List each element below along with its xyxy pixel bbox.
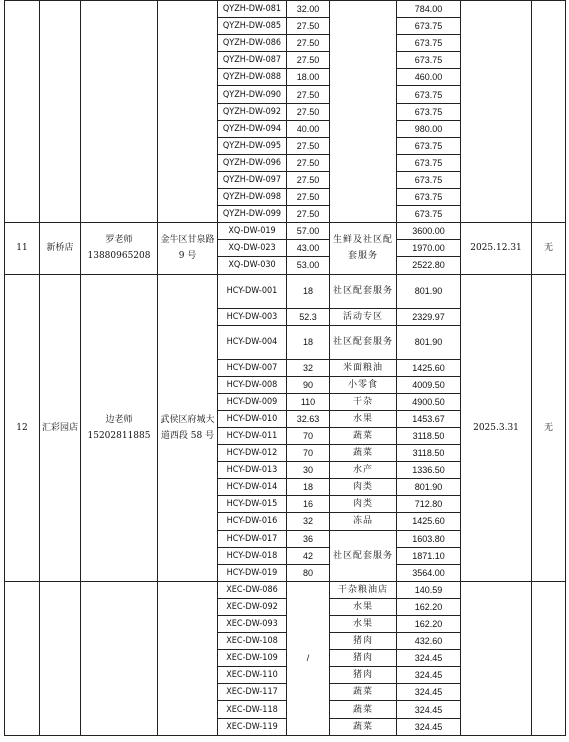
unit-rent: 980.00 — [397, 120, 461, 137]
unit-code: HCY-DW-014 — [218, 479, 287, 496]
store-address: 金牛区甘泉路 9 号 — [158, 223, 218, 274]
cont-addr-cell — [158, 1, 218, 223]
unit-rent: 324.45 — [397, 718, 461, 735]
unit-area: 27.50 — [287, 18, 330, 35]
table-row — [5, 1, 566, 18]
unit-rent: 1871.10 — [397, 547, 461, 564]
unit-code: HCY-DW-008 — [218, 376, 287, 393]
g13-note-cell — [532, 581, 566, 735]
unit-code: HCY-DW-012 — [218, 445, 287, 462]
unit-rent: 784.00 — [397, 1, 461, 18]
unit-code: XEC-DW-119 — [218, 718, 287, 735]
business-type: 活动专区 — [330, 308, 397, 325]
business-type: 水果 — [330, 410, 397, 427]
table-row — [5, 274, 566, 308]
remark: 无 — [532, 274, 566, 581]
business-type: 水果 — [330, 616, 397, 633]
unit-code: HCY-DW-007 — [218, 359, 287, 376]
unit-code: QYZH-DW-092 — [218, 103, 287, 120]
unit-rent: 1453.67 — [397, 410, 461, 427]
unit-rent: 3118.50 — [397, 427, 461, 444]
unit-rent: 801.90 — [397, 479, 461, 496]
unit-area: 52.3 — [287, 308, 330, 325]
business-type: 生鲜及社区配套服务 — [330, 223, 397, 274]
unit-area: 18 — [287, 325, 330, 359]
unit-area: 32 — [287, 513, 330, 530]
unit-rent: 801.90 — [397, 274, 461, 308]
table-row — [5, 223, 566, 240]
unit-code: HCY-DW-018 — [218, 547, 287, 564]
g13-addr-cell — [158, 581, 218, 735]
expiry-date: 2025.12.31 — [461, 223, 532, 274]
unit-rent: 673.75 — [397, 171, 461, 188]
unit-code: HCY-DW-016 — [218, 513, 287, 530]
business-type: 米面粮油 — [330, 359, 397, 376]
unit-code: XEC-DW-117 — [218, 684, 287, 701]
unit-code: QYZH-DW-085 — [218, 18, 287, 35]
unit-code: HCY-DW-001 — [218, 274, 287, 308]
unit-rent: 1425.60 — [397, 359, 461, 376]
unit-code: QYZH-DW-087 — [218, 52, 287, 69]
g13-date-cell — [461, 581, 532, 735]
unit-code: QYZH-DW-097 — [218, 171, 287, 188]
unit-area: / — [287, 581, 330, 735]
cont-date-cell — [461, 1, 532, 223]
cont-contact-cell — [81, 1, 158, 223]
unit-code: QYZH-DW-096 — [218, 154, 287, 171]
business-type: 猪肉 — [330, 667, 397, 684]
contact-cell — [81, 223, 158, 274]
unit-rent: 3118.50 — [397, 445, 461, 462]
unit-code: XEC-DW-109 — [218, 650, 287, 667]
business-type: 肉类 — [330, 496, 397, 513]
unit-rent: 4900.50 — [397, 393, 461, 410]
business-type: 肉类 — [330, 479, 397, 496]
business-type: 蔬菜 — [330, 701, 397, 718]
table-body — [5, 1, 566, 736]
unit-rent: 324.45 — [397, 684, 461, 701]
business-type: 水产 — [330, 462, 397, 479]
unit-code: XQ-DW-019 — [218, 223, 287, 240]
unit-rent: 1336.50 — [397, 462, 461, 479]
unit-code: XEC-DW-093 — [218, 616, 287, 633]
unit-area: 57.00 — [287, 223, 330, 240]
g13-store-cell — [40, 581, 81, 735]
business-type: 蔬菜 — [330, 718, 397, 735]
unit-rent: 801.90 — [397, 325, 461, 359]
cont-idx-cell — [5, 1, 40, 223]
business-type: 冻品 — [330, 513, 397, 530]
unit-rent: 460.00 — [397, 69, 461, 86]
unit-rent: 2522.80 — [397, 257, 461, 274]
unit-code: XQ-DW-030 — [218, 257, 287, 274]
rental-table — [4, 0, 566, 736]
business-type: 社区配套服务 — [330, 274, 397, 308]
unit-area: 18 — [287, 479, 330, 496]
unit-rent: 673.75 — [397, 86, 461, 103]
unit-code: QYZH-DW-086 — [218, 35, 287, 52]
unit-code: QYZH-DW-094 — [218, 120, 287, 137]
unit-rent: 673.75 — [397, 52, 461, 69]
unit-rent: 324.45 — [397, 701, 461, 718]
unit-rent: 432.60 — [397, 633, 461, 650]
store-name: 新桥店 — [40, 223, 81, 274]
store-name: 汇彩园店 — [40, 274, 81, 581]
unit-area: 110 — [287, 393, 330, 410]
unit-rent: 1603.80 — [397, 530, 461, 547]
contact-cell — [81, 274, 158, 581]
unit-rent: 324.45 — [397, 667, 461, 684]
unit-rent: 4009.50 — [397, 376, 461, 393]
unit-rent: 673.75 — [397, 35, 461, 52]
unit-area: 42 — [287, 547, 330, 564]
unit-rent: 3600.00 — [397, 223, 461, 240]
g13-idx-cell — [5, 581, 40, 735]
unit-code: HCY-DW-017 — [218, 530, 287, 547]
unit-area: 18 — [287, 274, 330, 308]
unit-code: XEC-DW-118 — [218, 701, 287, 718]
unit-code: HCY-DW-004 — [218, 325, 287, 359]
unit-rent: 673.75 — [397, 154, 461, 171]
unit-area: 32.00 — [287, 1, 330, 18]
business-type: 干杂粮油店 — [330, 581, 397, 598]
unit-rent: 140.59 — [397, 581, 461, 598]
unit-area: 27.50 — [287, 86, 330, 103]
unit-area: 27.50 — [287, 52, 330, 69]
contact-phone: 13880965208 — [87, 251, 151, 262]
unit-area: 18.00 — [287, 69, 330, 86]
unit-code: QYZH-DW-098 — [218, 189, 287, 206]
unit-code: HCY-DW-010 — [218, 410, 287, 427]
unit-code: HCY-DW-009 — [218, 393, 287, 410]
unit-area: 27.50 — [287, 189, 330, 206]
unit-code: HCY-DW-011 — [218, 427, 287, 444]
unit-area: 16 — [287, 496, 330, 513]
unit-code: XEC-DW-108 — [218, 633, 287, 650]
unit-area: 90 — [287, 376, 330, 393]
unit-code: QYZH-DW-081 — [218, 1, 287, 18]
unit-rent: 162.20 — [397, 598, 461, 615]
business-type: 猪肉 — [330, 633, 397, 650]
business-type: 水果 — [330, 598, 397, 615]
unit-code: HCY-DW-013 — [218, 462, 287, 479]
unit-code: QYZH-DW-088 — [218, 69, 287, 86]
contact-name: 边老师 — [105, 414, 133, 425]
unit-area: 70 — [287, 427, 330, 444]
cont-store-cell — [40, 1, 81, 223]
unit-area: 40.00 — [287, 120, 330, 137]
unit-code: XEC-DW-110 — [218, 667, 287, 684]
business-type: 猪肉 — [330, 650, 397, 667]
unit-area: 27.50 — [287, 206, 330, 223]
unit-rent: 673.75 — [397, 103, 461, 120]
unit-rent: 673.75 — [397, 189, 461, 206]
unit-area: 53.00 — [287, 257, 330, 274]
unit-rent: 162.20 — [397, 616, 461, 633]
business-type: 社区配套服务 — [330, 530, 397, 581]
unit-rent: 673.75 — [397, 18, 461, 35]
unit-rent: 2329.97 — [397, 308, 461, 325]
unit-rent: 712.80 — [397, 496, 461, 513]
business-type: 社区配套服务 — [330, 325, 397, 359]
unit-rent: 1425.60 — [397, 513, 461, 530]
unit-rent: 673.75 — [397, 137, 461, 154]
expiry-date: 2025.3.31 — [461, 274, 532, 581]
unit-rent: 3564.00 — [397, 564, 461, 581]
unit-code: XEC-DW-086 — [218, 581, 287, 598]
unit-code: QYZH-DW-090 — [218, 86, 287, 103]
unit-area: 32 — [287, 359, 330, 376]
row-index: 11 — [5, 223, 40, 274]
contact-phone: 15202811885 — [87, 430, 151, 441]
unit-area: 43.00 — [287, 240, 330, 257]
unit-code: XQ-DW-023 — [218, 240, 287, 257]
remark: 无 — [532, 223, 566, 274]
business-type: 蔬菜 — [330, 445, 397, 462]
business-type: 干杂 — [330, 393, 397, 410]
unit-code: QYZH-DW-095 — [218, 137, 287, 154]
unit-area: 27.50 — [287, 171, 330, 188]
cont-note-cell — [532, 1, 566, 223]
unit-code: HCY-DW-019 — [218, 564, 287, 581]
store-address: 武侯区府城大道西段 58 号 — [158, 274, 218, 581]
unit-code: HCY-DW-003 — [218, 308, 287, 325]
contact-name: 罗老师 — [105, 235, 133, 246]
unit-area: 36 — [287, 530, 330, 547]
unit-area: 32.63 — [287, 410, 330, 427]
business-type: 蔬菜 — [330, 427, 397, 444]
unit-rent: 324.45 — [397, 650, 461, 667]
unit-area: 30 — [287, 462, 330, 479]
unit-code: HCY-DW-015 — [218, 496, 287, 513]
row-index: 12 — [5, 274, 40, 581]
cont-type-cell — [330, 1, 397, 223]
table-row — [5, 581, 566, 598]
unit-rent: 1970.00 — [397, 240, 461, 257]
unit-area: 70 — [287, 445, 330, 462]
unit-rent: 673.75 — [397, 206, 461, 223]
unit-area: 80 — [287, 564, 330, 581]
unit-area: 27.50 — [287, 154, 330, 171]
business-type: 小零食 — [330, 376, 397, 393]
unit-area: 27.50 — [287, 103, 330, 120]
unit-code: QYZH-DW-099 — [218, 206, 287, 223]
unit-area: 27.50 — [287, 137, 330, 154]
unit-area: 27.50 — [287, 35, 330, 52]
g13-contact-cell — [81, 581, 158, 735]
unit-code: XEC-DW-092 — [218, 598, 287, 615]
business-type: 蔬菜 — [330, 684, 397, 701]
